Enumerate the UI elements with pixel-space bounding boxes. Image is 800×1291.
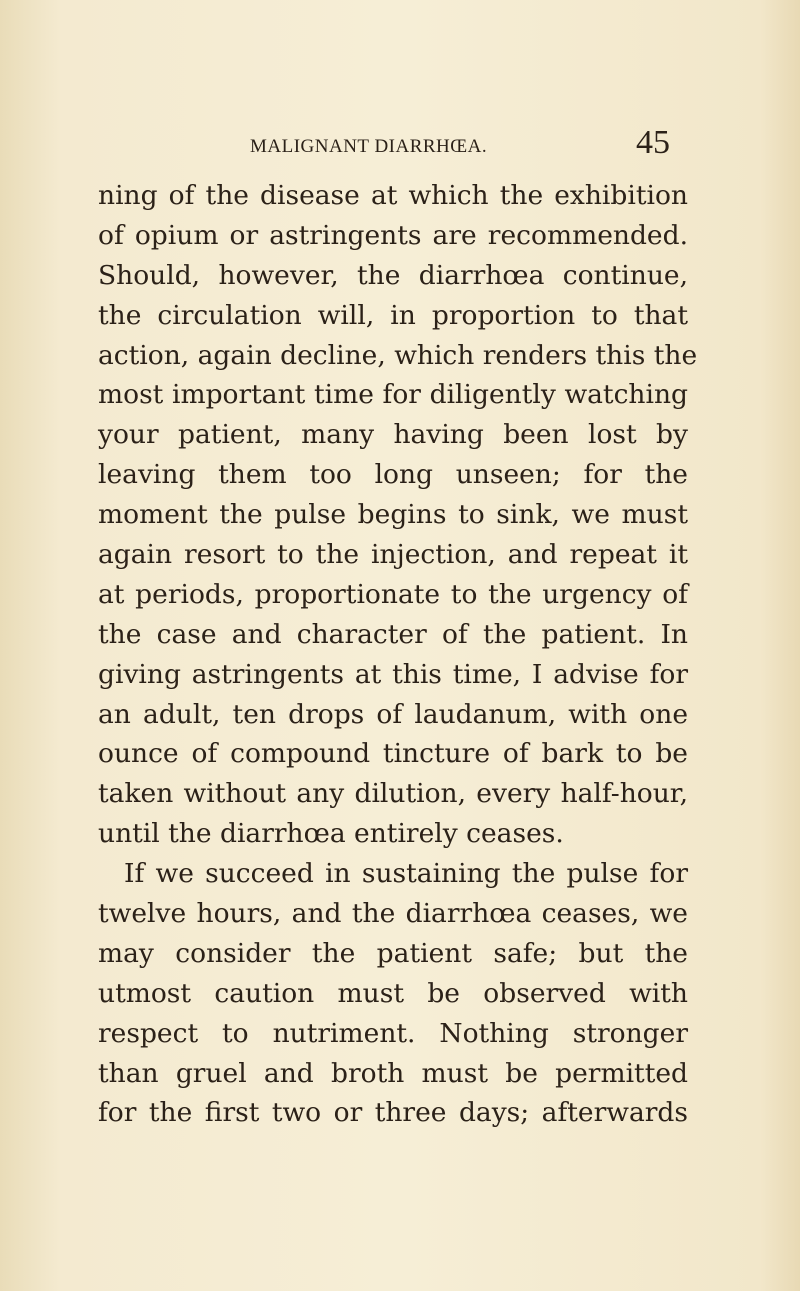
- text-line: ning of the disease at which the exhibition: [98, 180, 688, 211]
- text-line: until the diarrhœa entirely ceases.: [98, 818, 564, 850]
- text-line: twelve hours, and the diarrhœa ceases, we: [98, 898, 688, 930]
- text-line: your patient, many having been lost by: [98, 419, 688, 451]
- text-line: moment the pulse begins to sink, we must: [98, 499, 688, 531]
- text-line: taken without any dilution, every half-hour,: [98, 778, 688, 810]
- text-line: ounce of compound tincture of bark to be: [98, 738, 688, 770]
- text-line: for the first two or three days; afterwards: [98, 1097, 688, 1129]
- text-line: If we succeed in sustaining the pulse for: [124, 858, 688, 890]
- text-line: utmost caution must be observed with: [98, 977, 688, 1009]
- text-line: than gruel and broth must be permitted: [98, 1057, 688, 1089]
- text-line: at periods, proportionate to the urgency of: [98, 578, 688, 610]
- text-line: Should, however, the diarrhœa continue,: [98, 259, 688, 291]
- running-head: [250, 124, 700, 164]
- text-line: action, again decline, which renders this the: [98, 339, 698, 371]
- text-line: an adult, ten drops of laudanum, with one: [98, 698, 688, 730]
- text-line: may consider the patient safe; but the: [98, 937, 688, 969]
- text-line: most important time for diligently watching: [98, 379, 688, 411]
- text-line: again resort to the injection, and repeat it: [98, 539, 688, 571]
- text-line: the circulation will, in proportion to that: [98, 299, 688, 331]
- text-line: of opium or astringents are recommended.: [98, 219, 688, 251]
- text-line: giving astringents at this time, I advise for: [98, 658, 688, 690]
- page-number: 45: [636, 124, 670, 161]
- body-text: [98, 176, 698, 1133]
- running-title: MALIGNANT DIARRHŒA.: [250, 136, 488, 157]
- text-line: respect to nutriment. Nothing stronger: [98, 1017, 688, 1049]
- text-line: the case and character of the patient. In: [98, 618, 688, 650]
- text-line: leaving them too long unseen; for the: [98, 459, 688, 491]
